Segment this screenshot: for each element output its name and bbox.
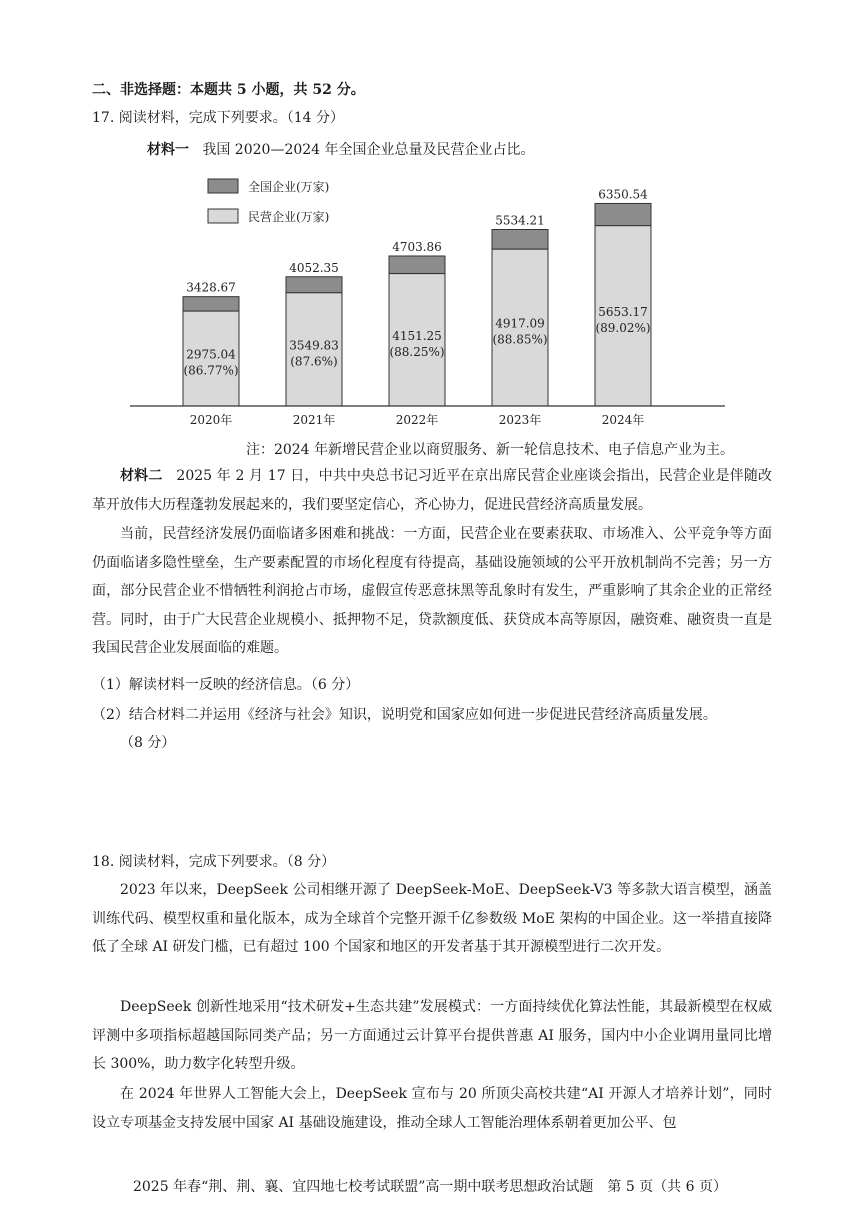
x-tick-3: 2022年 xyxy=(395,413,439,427)
total-label-4: 5534.21 xyxy=(495,213,545,228)
share-label-4: (88.85%) xyxy=(492,332,548,347)
chart-legend xyxy=(208,179,329,224)
q17-question2: （2）结合材料二并运用《经济与社会》知识，说明党和国家应如何进一步促进民营经济高质量发展。 xyxy=(92,707,717,723)
share-label-2: (87.6%) xyxy=(290,354,338,369)
legend-label-2: 民营企业(万家) xyxy=(248,210,330,224)
x-tick-5: 2024年 xyxy=(601,413,645,427)
q18-p3: 在 2024 年世界人工智能大会上，DeepSeek 宣布与 20 所顶尖高校共建“AI 开源人才培养计划”，同时设立专项基金支持发展中国家 AI 基础设施建设，推动全球人工智能治理体系朝着更加公平、包 xyxy=(92,1086,772,1131)
total-bar-3 xyxy=(389,256,445,274)
private-label-3: 4151.25 xyxy=(392,328,442,343)
share-label-5: (89.02%) xyxy=(595,320,651,335)
q18-p1: 2023 年以来，DeepSeek 公司相继开源了 DeepSeek-MoE、DeepSeek-V3 等多款大语言模型，涵盖训练代码、模型权重和量化版本，成为全球首个完整开源千亿参数级 MoE 架构的中国企业。这一举措直接降低了全球 AI 研发门槛，已有超过 100 个国家和地区的开发者基于其开源模型进行二次开发。 xyxy=(92,882,772,955)
q18-p2: DeepSeek 创新性地采用“技术研发+生态共建”发展模式：一方面持续优化算法性能，其最新模型在权威评测中多项指标超越国际同类产品；另一方面通过云计算平台提供普惠 AI 服务，国内中小企业调用量同比增长 300%，助力数字化转型升级。 xyxy=(92,999,772,1072)
q17-title: 17. 阅读材料，完成下列要求。（14 分） xyxy=(92,110,344,126)
x-tick-2: 2021年 xyxy=(292,413,336,427)
total-bar-2 xyxy=(286,277,342,293)
material1-text: 我国 2020—2024 年全国企业总量及民营企业占比。 xyxy=(202,142,535,158)
total-label-5: 6350.54 xyxy=(598,187,648,202)
material1-label: 材料一 xyxy=(147,142,189,158)
private-label-4: 4917.09 xyxy=(495,316,545,331)
total-bar-5 xyxy=(595,203,651,225)
total-label-2: 4052.35 xyxy=(289,260,339,275)
total-label-3: 4703.86 xyxy=(392,239,442,254)
material2-p1-text: 2025 年 2 月 17 日，中共中央总书记习近平在京出席民营企业座谈会指出，民营企业是伴随改革开放伟大历程蓬勃发展起来的，我们要坚定信心，齐心协力，促进民营经济高质量发展。 xyxy=(92,468,772,513)
material2-p1 xyxy=(92,462,772,519)
total-bar-1 xyxy=(183,297,239,311)
q17-question1: （1）解读材料一反映的经济信息。（6 分） xyxy=(92,677,360,693)
material2-p2: 当前，民营经济发展仍面临诸多困难和挑战：一方面，民营企业在要素获取、市场准入、公平竞争等方面仍面临诸多隐性壁垒，生产要素配置的市场化程度有待提高，基础设施领域的公平开放机制尚不完善；另一方面，部分民营企业不惜牺牲利润抢占市场，虚假宣传恶意抹黑等乱象时有发生，严重影响了其余企业的正常经营。同时，由于广大民营企业规模小、抵押物不足，贷款额度低、获贷成本高等原因，融资难、融资贵一直是我国民营企业发展面临的难题。 xyxy=(92,526,772,656)
private-label-2: 3549.83 xyxy=(289,338,339,353)
q17-question2-points: （8 分） xyxy=(120,735,176,751)
private-label-5: 5653.17 xyxy=(598,304,648,319)
total-bar-4 xyxy=(492,230,548,250)
section-heading: 二、非选择题：本题共 5 小题，共 52 分。 xyxy=(92,82,365,98)
chart-note: 注：2024 年新增民营企业以商贸服务、新一轮信息技术、电子信息产业为主。 xyxy=(245,442,735,458)
x-tick-4: 2023年 xyxy=(498,413,542,427)
share-label-3: (88.25%) xyxy=(389,344,445,359)
legend-swatch-1 xyxy=(208,179,238,193)
legend-swatch-2 xyxy=(208,209,238,223)
legend-label-1: 全国企业(万家) xyxy=(248,180,330,194)
q18-title: 18. 阅读材料，完成下列要求。（8 分） xyxy=(92,854,336,870)
share-label-1: (86.77%) xyxy=(183,363,239,378)
material2-label: 材料二 xyxy=(120,468,163,484)
private-label-1: 2975.04 xyxy=(186,347,236,362)
material1-intro xyxy=(147,140,535,160)
enterprise-bar-chart xyxy=(120,160,730,435)
page-footer: 2025 年春“荆、荆、襄、宜四地七校考试联盟”高一期中联考思想政治试题 第 5 页（共 6 页） xyxy=(132,1179,727,1195)
total-label-1: 3428.67 xyxy=(186,280,236,295)
x-tick-1: 2020年 xyxy=(189,413,233,427)
